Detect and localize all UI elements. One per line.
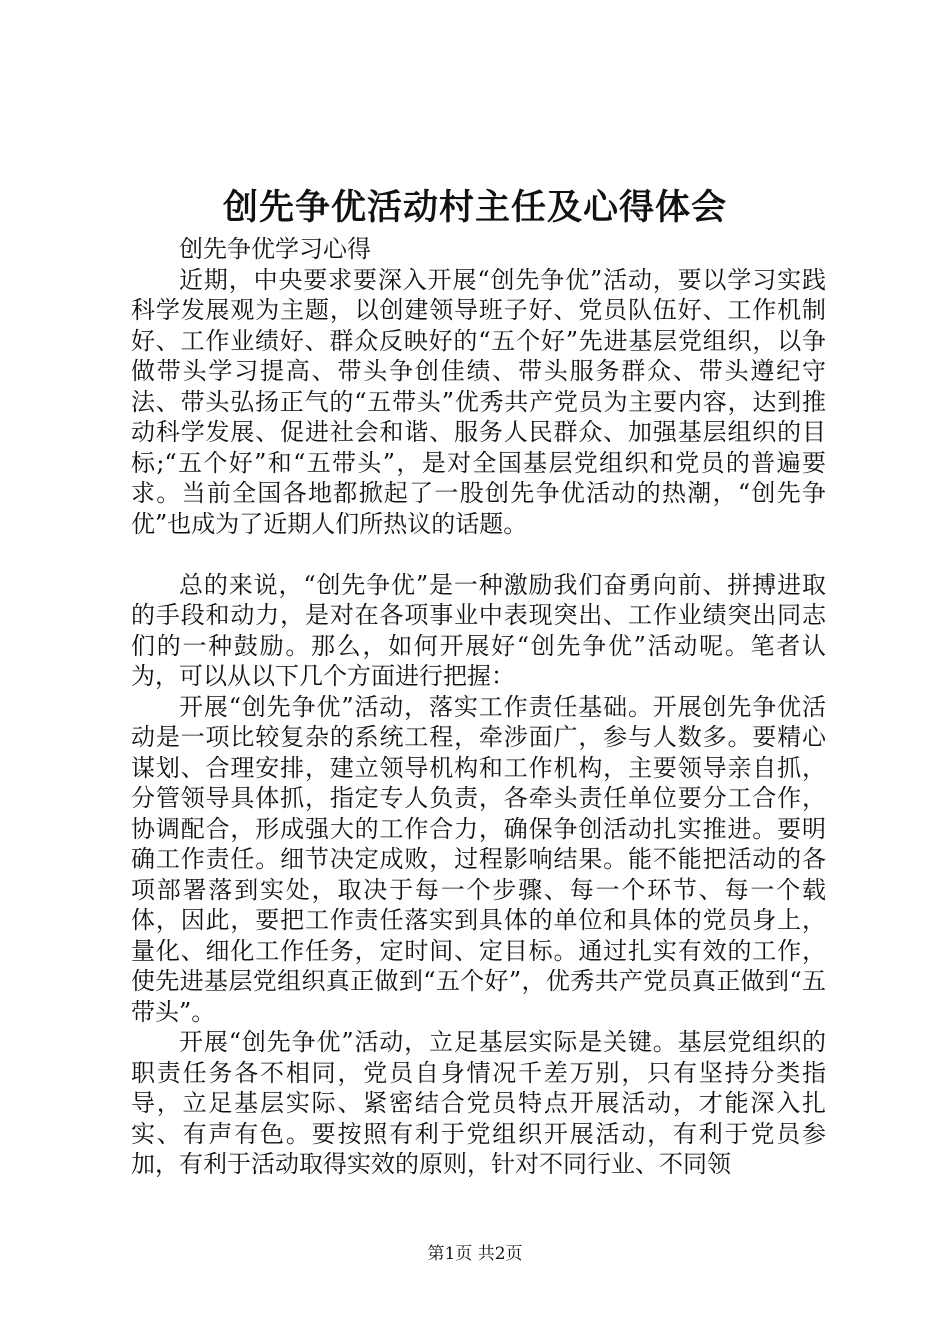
- document-title: 创先争优活动村主任及心得体会: [222, 187, 727, 228]
- document-body: [131, 234, 826, 1180]
- paragraph-3: 开展“创先争优”活动，落实工作责任基础。开展创先争优活动是一项比较复杂的系统工程，牵涉面广，参与人数多。要精心谋划、合理安排，建立领导机构和工作机构，主要领导亲自抓，分管领导具体抓，指定专人负责，各牵头责任单位要分工合作，协调配合，形成强大的工作合力，确保争创活动扎实推进。要明确工作责任。细节决定成败，过程影响结果。能不能把活动的各项部署落到实处，取决于每一个步骤、每一个环节、每一个载体，因此，要把工作责任落实到具体的单位和具体的党员身上，量化、细化工作任务，定时间、定目标。通过扎实有效的工作，使先进基层党组织真正做到“五个好”，优秀共产党员真正做到“五带头”。: [131, 692, 826, 1026]
- paragraph-2: 总的来说，“创先争优”是一种激励我们奋勇向前、拼搏进取的手段和动力，是对在各项事业中表现突出、工作业绩突出同志们的一种鼓励。那么，如何开展好“创先争优”活动呢。笔者认为，可以从以下几个方面进行把握：: [131, 570, 826, 690]
- page-number-footer: 第1页 共2页: [427, 1244, 523, 1264]
- paragraph-4: 开展“创先争优”活动，立足基层实际是关键。基层党组织的职责任务各不相同，党员自身情况千差万别，只有坚持分类指导，立足基层实际、紧密结合党员特点开展活动，才能深入扎实、有声有色。要按照有利于党组织开展活动，有利于党员参加，有利于活动取得实效的原则，针对不同行业、不同领: [131, 1028, 826, 1178]
- paragraph-1: 近期，中央要求要深入开展“创先争优”活动，要以学习实践科学发展观为主题，以创建领导班子好、党员队伍好、工作机制好、工作业绩好、群众反映好的“五个好”先进基层党组织，以争做带头学习提高、带头争创佳绩、带头服务群众、带头遵纪守法、带头弘扬正气的“五带头”优秀共产党员为主要内容，达到推动科学发展、促进社会和谐、服务人民群众、加强基层组织的目标;“五个好”和“五带头”，是对全国基层党组织和党员的普遍要求。当前全国各地都掀起了一股创先争优活动的热潮，“创先争优”也成为了近期人们所热议的话题。: [131, 265, 826, 538]
- paragraph-gap: [131, 539, 826, 570]
- document-subtitle: 创先争优学习心得: [179, 235, 371, 263]
